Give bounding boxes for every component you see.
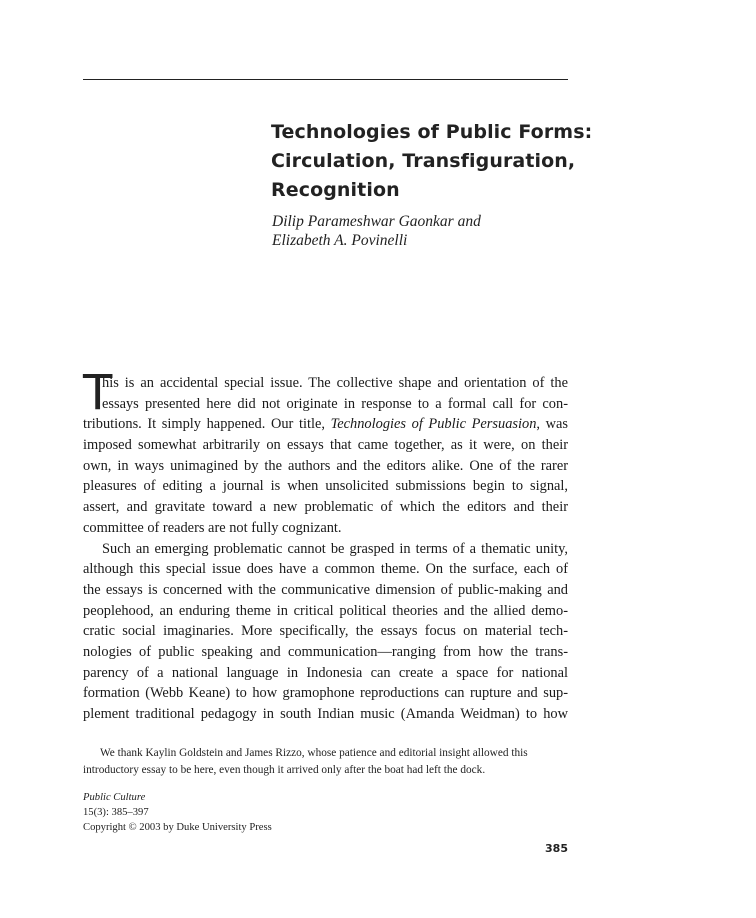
italic-title-run: Technologies of Public Persuasion bbox=[330, 416, 537, 433]
citation-block bbox=[83, 790, 272, 835]
body-line: pleasures of editing a journal is when unsolicited submissions begin to signal, bbox=[83, 478, 568, 495]
author-line-1: Dilip Parameshwar Gaonkar and bbox=[272, 213, 481, 230]
title-line-2: Circulation, Transfiguration, bbox=[271, 150, 576, 172]
citation-line bbox=[83, 790, 272, 820]
body-line: his is an accidental special issue. The collective shape and orientation of the bbox=[102, 375, 568, 391]
body-line: essays presented here did not originate in response to a formal call for con- bbox=[102, 395, 568, 412]
copyright-line: Copyright © 2003 by Duke University Press bbox=[83, 822, 272, 833]
acknowledgment-note bbox=[83, 745, 568, 779]
body-line: although this special issue does have a common theme. On the surface, each of bbox=[83, 561, 568, 578]
body-line: formation (Webb Keane) to how gramophone reproductions can rupture and sup- bbox=[83, 685, 568, 702]
body-line: assert, and gravitate toward a new problematic of which the editors and their bbox=[83, 499, 568, 516]
body-line: committee of readers are not fully cognizant. bbox=[83, 519, 342, 536]
body-line: Such an emerging problematic cannot be grasped in terms of a thematic unity, bbox=[102, 540, 568, 557]
body-line: plement traditional pedagogy in south Indian music (Amanda Weidman) to how bbox=[83, 706, 568, 722]
body-text bbox=[83, 373, 568, 725]
title-line-3: Recognition bbox=[271, 179, 400, 201]
header-rule bbox=[83, 79, 568, 80]
body-line: imposed somewhat arbitrarily on essays that came together, as it were, on their bbox=[83, 437, 568, 454]
body-line bbox=[83, 414, 568, 435]
author-line-2: Elizabeth A. Povinelli bbox=[272, 232, 408, 249]
acknowledgment-line-2: introductory essay to be here, even though it arrived only after the boat had left the dock. bbox=[83, 764, 486, 776]
body-text-run: , was bbox=[536, 416, 568, 433]
journal-name: Public Culture bbox=[83, 792, 146, 803]
body-text-run: tributions. It simply happened. Our title, bbox=[83, 416, 331, 433]
title-line-1: Technologies of Public Forms: bbox=[271, 121, 593, 143]
body-line: the essays is concerned with the communicative dimension of public-making and bbox=[83, 581, 568, 598]
body-line: cratic social imaginaries. More specifically, the essays focus on material tech- bbox=[83, 623, 568, 640]
acknowledgment-line-1: We thank Kaylin Goldstein and James Rizzo, whose patience and editorial insight allowed this bbox=[100, 747, 528, 759]
body-line: own, in ways unimagined by the authors and the editors alike. One of the rarer bbox=[83, 457, 568, 474]
article-authors bbox=[272, 212, 481, 250]
drop-cap: T bbox=[83, 365, 113, 421]
body-line: peoplehood, an enduring theme in critical political theories and the allied demo- bbox=[83, 602, 568, 619]
body-line: nologies of public speaking and communication—ranging from how the trans- bbox=[83, 643, 568, 660]
page-number: 385 bbox=[545, 842, 568, 855]
volume-pages: 15(3): 385–397 bbox=[83, 807, 149, 818]
body-line: parency of a national language in Indonesia can create a space for national bbox=[83, 664, 568, 681]
article-title bbox=[271, 118, 601, 205]
